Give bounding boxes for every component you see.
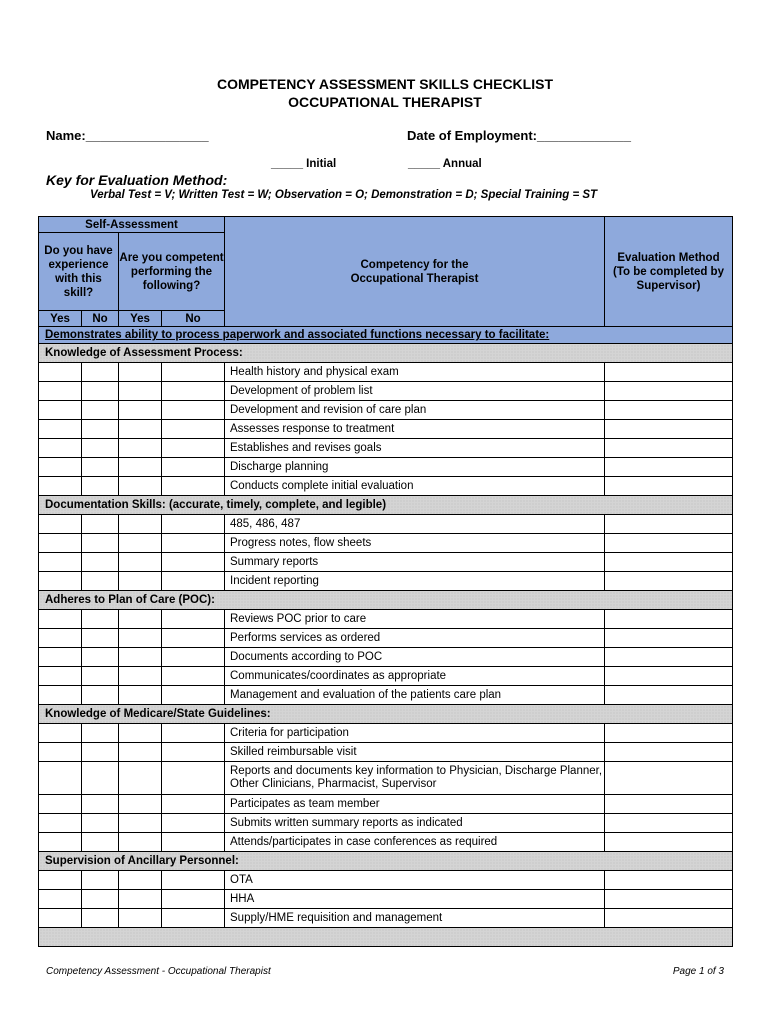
competent-no-checkbox[interactable] xyxy=(162,477,225,496)
evaluation-method-cell[interactable] xyxy=(605,795,733,814)
evaluation-method-cell[interactable] xyxy=(605,382,733,401)
experience-no-checkbox[interactable] xyxy=(82,667,119,686)
checklist-row xyxy=(39,724,733,743)
competent-yes-checkbox[interactable] xyxy=(119,401,162,420)
competent-yes-checkbox[interactable] xyxy=(119,629,162,648)
section-header: Documentation Skills: (accurate, timely, complete, and legible) xyxy=(39,496,733,515)
competency-item: 485, 486, 487 xyxy=(225,515,605,534)
experience-no-checkbox[interactable] xyxy=(82,363,119,382)
experience-no-checkbox[interactable] xyxy=(82,401,119,420)
competent-no-checkbox[interactable] xyxy=(162,833,225,852)
experience-yes-checkbox[interactable] xyxy=(39,648,82,667)
checklist-row xyxy=(39,439,733,458)
competent-yes-header: Yes xyxy=(119,311,162,327)
competency-item: Development and revision of care plan xyxy=(225,401,605,420)
experience-yes-checkbox[interactable] xyxy=(39,363,82,382)
competency-item: Development of problem list xyxy=(225,382,605,401)
competent-no-checkbox[interactable] xyxy=(162,648,225,667)
evaluation-method-cell[interactable] xyxy=(605,401,733,420)
footer-document-title: Competency Assessment - Occupational Therapist xyxy=(46,966,271,977)
competency-item: OTA xyxy=(225,871,605,890)
evaluation-method-cell[interactable] xyxy=(605,420,733,439)
evaluation-method-cell[interactable] xyxy=(605,909,733,928)
competent-yes-checkbox[interactable] xyxy=(119,439,162,458)
competent-yes-checkbox[interactable] xyxy=(119,762,162,795)
evaluation-method-cell[interactable] xyxy=(605,890,733,909)
section-header: Supervision of Ancillary Personnel: xyxy=(39,852,733,871)
competency-item: Incident reporting xyxy=(225,572,605,591)
experience-no-checkbox[interactable] xyxy=(82,629,119,648)
competent-no-checkbox[interactable] xyxy=(162,909,225,928)
competency-item: Performs services as ordered xyxy=(225,629,605,648)
experience-no-checkbox[interactable] xyxy=(82,686,119,705)
checklist-row xyxy=(39,553,733,572)
evaluation-method-cell[interactable] xyxy=(605,686,733,705)
competent-yes-checkbox[interactable] xyxy=(119,458,162,477)
competent-no-checkbox[interactable] xyxy=(162,871,225,890)
competent-yes-checkbox[interactable] xyxy=(119,515,162,534)
table-end-band xyxy=(39,928,733,947)
checklist-row xyxy=(39,686,733,705)
evaluation-method-cell[interactable] xyxy=(605,871,733,890)
evaluation-method-cell[interactable] xyxy=(605,610,733,629)
checklist-row xyxy=(39,401,733,420)
competent-no-checkbox[interactable] xyxy=(162,382,225,401)
experience-yes-checkbox[interactable] xyxy=(39,534,82,553)
competency-item: Health history and physical exam xyxy=(225,363,605,382)
checklist-row xyxy=(39,420,733,439)
evaluation-method-cell[interactable] xyxy=(605,814,733,833)
competency-item: Submits written summary reports as indicated xyxy=(225,814,605,833)
competency-item: Communicates/coordinates as appropriate xyxy=(225,667,605,686)
checklist-row xyxy=(39,610,733,629)
evaluation-method-cell[interactable] xyxy=(605,762,733,795)
checklist-row xyxy=(39,795,733,814)
section-header: Knowledge of Assessment Process: xyxy=(39,344,733,363)
competent-no-checkbox[interactable] xyxy=(162,572,225,591)
competency-item: Summary reports xyxy=(225,553,605,572)
checklist-row xyxy=(39,382,733,401)
competent-no-checkbox[interactable] xyxy=(162,743,225,762)
experience-yes-checkbox[interactable] xyxy=(39,401,82,420)
page-subtitle: OCCUPATIONAL THERAPIST xyxy=(288,94,482,110)
evaluation-key-title: Key for Evaluation Method: xyxy=(46,172,228,188)
competent-yes-checkbox[interactable] xyxy=(119,363,162,382)
experience-yes-checkbox[interactable] xyxy=(39,667,82,686)
experience-question-header: Do you have experience with this skill? xyxy=(39,233,119,311)
evaluation-key-text: Verbal Test = V; Written Test = W; Observation = O; Demonstration = D; Special Training = ST xyxy=(90,189,598,201)
intro-text: Demonstrates ability to process paperwork and associated functions necessary to facilitate: xyxy=(39,327,733,344)
competency-item: Participates as team member xyxy=(225,795,605,814)
experience-no-checkbox[interactable] xyxy=(82,795,119,814)
competent-no-checkbox[interactable] xyxy=(162,667,225,686)
experience-yes-checkbox[interactable] xyxy=(39,909,82,928)
checklist-row xyxy=(39,762,733,795)
checklist-row xyxy=(39,515,733,534)
experience-yes-checkbox[interactable] xyxy=(39,686,82,705)
competent-yes-checkbox[interactable] xyxy=(119,833,162,852)
experience-no-checkbox[interactable] xyxy=(82,833,119,852)
experience-yes-checkbox[interactable] xyxy=(39,382,82,401)
competent-no-checkbox[interactable] xyxy=(162,553,225,572)
experience-yes-checkbox[interactable] xyxy=(39,795,82,814)
checklist-row xyxy=(39,629,733,648)
evaluation-method-cell[interactable] xyxy=(605,515,733,534)
experience-no-checkbox[interactable] xyxy=(82,458,119,477)
evaluation-method-cell[interactable] xyxy=(605,553,733,572)
competency-item: Attends/participates in case conferences as required xyxy=(225,833,605,852)
competent-yes-checkbox[interactable] xyxy=(119,890,162,909)
competent-yes-checkbox[interactable] xyxy=(119,743,162,762)
competency-header xyxy=(225,217,605,327)
competent-no-checkbox[interactable] xyxy=(162,686,225,705)
checklist-row xyxy=(39,534,733,553)
competency-item: Reports and documents key information to Physician, Discharge Planner, Other Clinicians, Pharmacist, Supervisor xyxy=(225,762,605,795)
experience-yes-checkbox[interactable] xyxy=(39,572,82,591)
experience-yes-checkbox[interactable] xyxy=(39,610,82,629)
experience-no-checkbox[interactable] xyxy=(82,534,119,553)
checklist-row xyxy=(39,814,733,833)
checklist-row xyxy=(39,743,733,762)
evaluation-method-cell[interactable] xyxy=(605,667,733,686)
competency-item: Supply/HME requisition and management xyxy=(225,909,605,928)
date-of-employment-field[interactable]: Date of Employment:_____________ xyxy=(407,128,632,143)
evaluation-method-header-text: Evaluation Method (To be completed by Supervisor) xyxy=(613,251,724,292)
checklist-row xyxy=(39,572,733,591)
competency-item: Establishes and revises goals xyxy=(225,439,605,458)
competent-no-checkbox[interactable] xyxy=(162,814,225,833)
competent-no-checkbox[interactable] xyxy=(162,610,225,629)
competency-header-text: Competency for the Occupational Therapist xyxy=(350,258,479,285)
competent-yes-checkbox[interactable] xyxy=(119,553,162,572)
experience-no-checkbox[interactable] xyxy=(82,515,119,534)
competent-yes-checkbox[interactable] xyxy=(119,420,162,439)
competent-no-checkbox[interactable] xyxy=(162,401,225,420)
experience-no-checkbox[interactable] xyxy=(82,572,119,591)
competent-yes-checkbox[interactable] xyxy=(119,610,162,629)
checklist-row xyxy=(39,890,733,909)
competent-no-checkbox[interactable] xyxy=(162,439,225,458)
evaluation-method-cell[interactable] xyxy=(605,648,733,667)
experience-yes-checkbox[interactable] xyxy=(39,890,82,909)
competency-item: Management and evaluation of the patients care plan xyxy=(225,686,605,705)
competent-no-checkbox[interactable] xyxy=(162,420,225,439)
checklist-row xyxy=(39,458,733,477)
competent-no-checkbox[interactable] xyxy=(162,762,225,795)
competency-item: Criteria for participation xyxy=(225,724,605,743)
competent-no-checkbox[interactable] xyxy=(162,534,225,553)
competency-item: HHA xyxy=(225,890,605,909)
experience-no-checkbox[interactable] xyxy=(82,743,119,762)
section-header: Knowledge of Medicare/State Guidelines: xyxy=(39,705,733,724)
checklist-row xyxy=(39,667,733,686)
section-header: Adheres to Plan of Care (POC): xyxy=(39,591,733,610)
experience-no-checkbox[interactable] xyxy=(82,762,119,795)
competency-item: Assesses response to treatment xyxy=(225,420,605,439)
competent-yes-checkbox[interactable] xyxy=(119,534,162,553)
evaluation-method-cell[interactable] xyxy=(605,439,733,458)
footer-page-number: Page 1 of 3 xyxy=(672,966,724,977)
competency-item: Reviews POC prior to care xyxy=(225,610,605,629)
evaluation-method-cell[interactable] xyxy=(605,833,733,852)
competency-item: Documents according to POC xyxy=(225,648,605,667)
checklist-row xyxy=(39,833,733,852)
competent-no-checkbox[interactable] xyxy=(162,458,225,477)
competent-no-checkbox[interactable] xyxy=(162,724,225,743)
checklist-row xyxy=(39,477,733,496)
experience-no-header: No xyxy=(82,311,119,327)
page-title: COMPETENCY ASSESSMENT SKILLS CHECKLIST xyxy=(216,76,554,92)
experience-yes-checkbox[interactable] xyxy=(39,833,82,852)
competency-item: Discharge planning xyxy=(225,458,605,477)
competent-yes-checkbox[interactable] xyxy=(119,814,162,833)
checklist-row xyxy=(39,648,733,667)
competent-yes-checkbox[interactable] xyxy=(119,724,162,743)
experience-no-checkbox[interactable] xyxy=(82,909,119,928)
competent-yes-checkbox[interactable] xyxy=(119,648,162,667)
experience-yes-checkbox[interactable] xyxy=(39,743,82,762)
competency-item: Progress notes, flow sheets xyxy=(225,534,605,553)
evaluation-method-cell[interactable] xyxy=(605,629,733,648)
checklist-row xyxy=(39,871,733,890)
competent-no-checkbox[interactable] xyxy=(162,795,225,814)
experience-yes-checkbox[interactable] xyxy=(39,458,82,477)
experience-no-checkbox[interactable] xyxy=(82,420,119,439)
experience-no-checkbox[interactable] xyxy=(82,814,119,833)
competent-yes-checkbox[interactable] xyxy=(119,477,162,496)
experience-yes-checkbox[interactable] xyxy=(39,762,82,795)
experience-no-checkbox[interactable] xyxy=(82,890,119,909)
evaluation-method-cell[interactable] xyxy=(605,363,733,382)
annual-option[interactable]: _____ Annual xyxy=(408,158,482,170)
evaluation-method-cell[interactable] xyxy=(605,477,733,496)
evaluation-method-cell[interactable] xyxy=(605,458,733,477)
experience-no-checkbox[interactable] xyxy=(82,382,119,401)
experience-yes-checkbox[interactable] xyxy=(39,629,82,648)
competent-question-header: Are you competent performing the following? xyxy=(119,233,225,311)
competent-yes-checkbox[interactable] xyxy=(119,795,162,814)
competent-yes-checkbox[interactable] xyxy=(119,667,162,686)
experience-no-checkbox[interactable] xyxy=(82,648,119,667)
experience-yes-checkbox[interactable] xyxy=(39,871,82,890)
name-field[interactable]: Name:_________________ xyxy=(46,128,209,143)
experience-yes-checkbox[interactable] xyxy=(39,420,82,439)
competent-no-checkbox[interactable] xyxy=(162,629,225,648)
experience-no-checkbox[interactable] xyxy=(82,724,119,743)
evaluation-method-cell[interactable] xyxy=(605,743,733,762)
competent-yes-checkbox[interactable] xyxy=(119,686,162,705)
checklist-row xyxy=(39,909,733,928)
evaluation-method-cell[interactable] xyxy=(605,572,733,591)
evaluation-method-header xyxy=(605,217,733,327)
experience-yes-checkbox[interactable] xyxy=(39,814,82,833)
experience-no-checkbox[interactable] xyxy=(82,871,119,890)
competent-no-checkbox[interactable] xyxy=(162,515,225,534)
experience-yes-checkbox[interactable] xyxy=(39,477,82,496)
competent-yes-checkbox[interactable] xyxy=(119,871,162,890)
evaluation-method-cell[interactable] xyxy=(605,534,733,553)
experience-yes-checkbox[interactable] xyxy=(39,553,82,572)
competent-yes-checkbox[interactable] xyxy=(119,909,162,928)
experience-yes-checkbox[interactable] xyxy=(39,439,82,458)
experience-yes-checkbox[interactable] xyxy=(39,515,82,534)
checklist-table xyxy=(38,216,733,947)
experience-no-checkbox[interactable] xyxy=(82,477,119,496)
competency-item: Skilled reimbursable visit xyxy=(225,743,605,762)
experience-no-checkbox[interactable] xyxy=(82,610,119,629)
experience-yes-checkbox[interactable] xyxy=(39,724,82,743)
experience-yes-header: Yes xyxy=(39,311,82,327)
competent-no-header: No xyxy=(162,311,225,327)
competent-yes-checkbox[interactable] xyxy=(119,572,162,591)
initial-option[interactable]: _____ Initial xyxy=(271,158,337,170)
self-assessment-header: Self-Assessment xyxy=(39,217,225,233)
competent-yes-checkbox[interactable] xyxy=(119,382,162,401)
experience-no-checkbox[interactable] xyxy=(82,553,119,572)
competent-no-checkbox[interactable] xyxy=(162,890,225,909)
competent-no-checkbox[interactable] xyxy=(162,363,225,382)
checklist-row xyxy=(39,363,733,382)
competency-item: Conducts complete initial evaluation xyxy=(225,477,605,496)
experience-no-checkbox[interactable] xyxy=(82,439,119,458)
evaluation-method-cell[interactable] xyxy=(605,724,733,743)
